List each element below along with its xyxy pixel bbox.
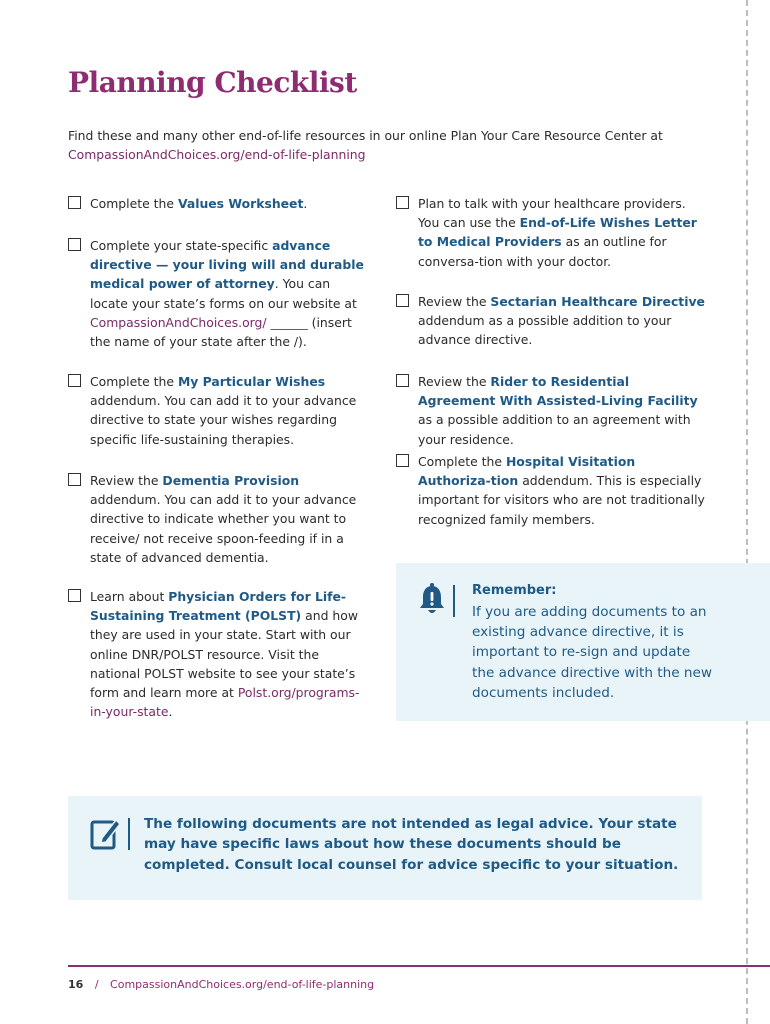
item-text-segment: Plan to talk with your healthcare providers. You can use the bbox=[418, 196, 686, 231]
intro-paragraph bbox=[68, 126, 708, 164]
checkbox[interactable] bbox=[396, 294, 409, 307]
item-text-segment: Review the bbox=[418, 374, 491, 389]
web-link[interactable]: CompassionAndChoices.org/ ______ bbox=[90, 314, 308, 330]
page-edge-dashed-line bbox=[746, 0, 748, 1024]
resource-link[interactable]: Dementia Provision bbox=[162, 473, 300, 488]
intro-link[interactable]: CompassionAndChoices.org/end-of-life-planning bbox=[68, 147, 366, 162]
item-text-segment: addendum. You can add it to your advance directive to indicate whether you want to receive/ not receive spoon-feeding if in a state of advanced dementia. bbox=[90, 492, 357, 565]
checklist-item-text bbox=[90, 194, 368, 213]
item-text-segment: (insert the name of your state after the /). bbox=[90, 314, 352, 350]
checklist-item-text bbox=[418, 372, 708, 449]
item-text-segment: as a possible addition to an agreement with your residence. bbox=[418, 412, 691, 447]
remember-body: If you are adding documents to an existing advance directive, it is important to re-sign and update the advance directive with the new documents included. bbox=[472, 604, 712, 701]
item-text-segment: as an outline for conversa-tion with your doctor. bbox=[418, 234, 667, 269]
checklist-item-text bbox=[90, 372, 368, 449]
item-text-segment: . bbox=[303, 196, 308, 211]
footer-rule bbox=[68, 965, 770, 967]
item-text-segment: Complete the bbox=[418, 454, 506, 469]
item-text-segment: Learn about bbox=[90, 589, 169, 604]
resource-link[interactable]: Values Worksheet bbox=[177, 196, 304, 211]
remember-title: Remember: bbox=[472, 583, 557, 598]
item-text-segment: addendum as a possible addition to your advance directive. bbox=[418, 313, 672, 348]
checkbox[interactable] bbox=[68, 589, 81, 602]
legal-note-text: The following documents are not intended as legal advice. Your state may have specific laws about how these documents should be completed. Consult local counsel for advice specific to your situation. bbox=[144, 816, 679, 873]
resource-link[interactable]: Sectarian Healthcare Directive bbox=[490, 294, 705, 309]
item-text-segment: Complete the bbox=[90, 196, 178, 211]
item-text-segment: and how they are used in your state. Start with our online DNR/POLST resource. Visit the national POLST website to see your state’s form and learn more at bbox=[90, 608, 358, 701]
item-text-segment: Complete your state-specific bbox=[90, 238, 273, 253]
resource-link[interactable]: End-of-Life Wishes Letter to Medical Providers bbox=[418, 215, 697, 250]
checkbox[interactable] bbox=[68, 473, 81, 486]
item-text-segment: Review the bbox=[418, 294, 491, 309]
checkbox[interactable] bbox=[68, 196, 81, 209]
resource-link[interactable]: Physician Orders for Life-Sustaining Treatment (POLST) bbox=[90, 589, 347, 624]
intro-text: Find these and many other end-of-life resources in our online Plan Your Care Resource Center at bbox=[68, 128, 663, 143]
resource-link[interactable]: Hospital Visitation Authoriza-tion bbox=[418, 454, 636, 489]
bell-icon bbox=[418, 583, 446, 617]
page-number: 16 bbox=[68, 978, 84, 991]
page-title: Planning Checklist bbox=[68, 66, 357, 99]
checkbox[interactable] bbox=[68, 374, 81, 387]
resource-link[interactable]: Rider to Residential Agreement With Assisted-Living Facility bbox=[418, 374, 698, 409]
checkbox[interactable] bbox=[396, 196, 409, 209]
footer-separator: / bbox=[94, 978, 99, 991]
checklist-item-text bbox=[90, 236, 370, 351]
web-link[interactable]: Polst.org/programs-in-your-state bbox=[90, 685, 360, 720]
item-text-segment: . You can locate your state’s forms on our website at bbox=[90, 276, 357, 311]
resource-link[interactable]: My Particular Wishes bbox=[177, 374, 326, 389]
checkbox[interactable] bbox=[68, 238, 81, 251]
legal-note-callout bbox=[68, 796, 702, 900]
item-text-segment: addendum. You can add it to your advance directive to state your wishes regarding specific life-sustaining therapies. bbox=[90, 393, 357, 447]
checklist-item-text bbox=[90, 587, 368, 721]
remember-callout bbox=[396, 563, 770, 721]
item-text-segment: Complete the bbox=[90, 374, 178, 389]
pen-edit-icon bbox=[90, 816, 120, 852]
callout-divider bbox=[453, 585, 455, 617]
checklist-item-text bbox=[90, 471, 368, 567]
checklist-item-text bbox=[418, 194, 708, 271]
item-text-segment: addendum. This is especially important for visitors who are not traditionally recognized family members. bbox=[418, 473, 705, 527]
callout-divider bbox=[128, 818, 130, 850]
item-text-segment: . bbox=[168, 704, 173, 720]
checklist-item-text bbox=[418, 292, 708, 350]
checkbox[interactable] bbox=[396, 454, 409, 467]
footer-link[interactable]: CompassionAndChoices.org/end-of-life-planning bbox=[110, 978, 375, 991]
item-text-segment: Review the bbox=[90, 473, 163, 488]
checkbox[interactable] bbox=[396, 374, 409, 387]
resource-link[interactable]: advance directive — your living will and durable medical power of attorney bbox=[90, 238, 364, 292]
checklist-item-text bbox=[418, 452, 708, 529]
footer bbox=[68, 978, 374, 991]
